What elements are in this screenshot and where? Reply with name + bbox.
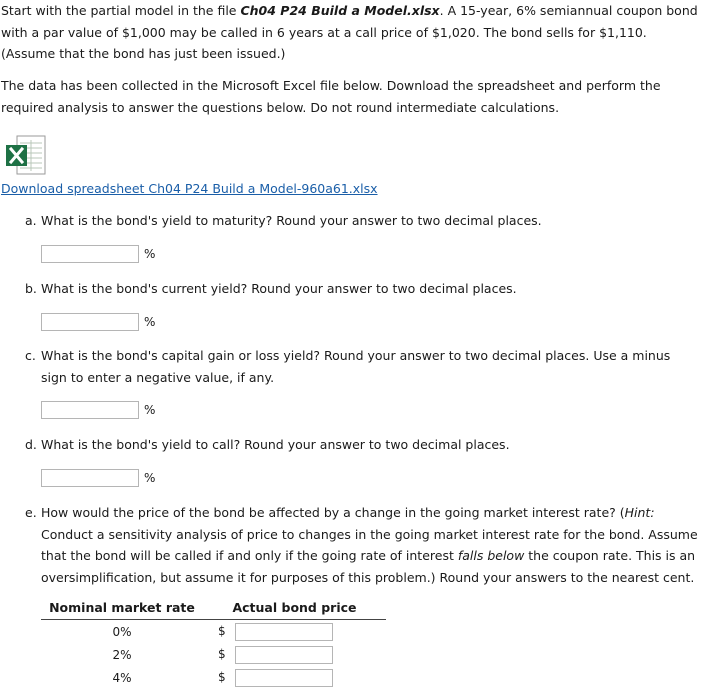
question-letter: a. [25,213,37,228]
rate-cell: 2% [112,647,132,662]
table-row [41,620,386,644]
yield-to-call-input[interactable] [41,469,139,487]
problem-intro [1,0,701,65]
question-text: What is the bond's current yield? Round your answer to two decimal places. [41,281,517,296]
bond-price-input[interactable] [235,646,333,664]
question-a [25,210,705,232]
percent-unit: % [144,403,156,417]
bond-price-input[interactable] [235,669,333,687]
percent-unit: % [144,315,156,329]
download-spreadsheet-link[interactable]: Download spreadsheet Ch04 P24 Build a Model-960a61.xlsx [1,181,378,196]
question-letter: b. [25,281,37,296]
question-text-line1: What is the bond's capital gain or loss yield? Round your answer to two decimal places. Use a minus [41,348,671,363]
question-e [25,502,705,588]
table-row [41,643,386,666]
question-text: What is the bond's yield to call? Round your answer to two decimal places. [41,437,510,452]
question-letter: e. [25,505,37,520]
percent-unit: % [144,247,156,261]
question-e-part2: Conduct a sensitivity analysis of price to changes in the going market interest rate for the bond. Assume that the bond will be called if and only if the going rate of interest [41,526,698,563]
intro-rest: . A 15-year, 6% semiannual coupon bond with a par value of $1,000 may be called in 6 years at a call price of $1,020. The bond sells for $1,110. (Assume that the bond has just been issued.) [1,3,698,61]
capital-gain-yield-input[interactable] [41,401,139,419]
price-cell [203,620,386,644]
answer-a [41,244,155,264]
question-text: What is the bond's yield to maturity? Round your answer to two decimal places. [41,213,542,228]
sensitivity-table [41,598,386,689]
price-cell [203,643,386,666]
question-letter: c. [25,348,36,363]
dollar-sign: $ [218,670,226,684]
column-header-price: Actual bond price [203,598,386,620]
question-c [25,345,705,388]
question-letter: d. [25,437,37,452]
excel-file-icon[interactable] [3,133,47,177]
question-text [41,502,705,588]
question-b [25,278,705,300]
question-e-part3: the coupon rate. This is an oversimplification, but assume it for purposes of this problem.) Round your answers to the nearest cent. [41,548,696,585]
hint-label: Hint: [624,505,655,520]
file-name: Ch04 P24 Build a Model.xlsx [240,3,440,18]
table-row [41,666,386,689]
dollar-sign: $ [218,647,226,661]
current-yield-input[interactable] [41,313,139,331]
rate-cell: 0% [112,624,132,639]
question-e-part1: How would the price of the bond be affected by a change in the going market interest rate? ( [41,505,625,520]
dollar-sign: $ [218,624,226,638]
bond-price-input[interactable] [235,623,333,641]
rate-cell: 4% [112,670,132,685]
data-note: The data has been collected in the Microsoft Excel file below. Download the spreadsheet and perform the required analysis to answer the questions below. Do not round intermediate calculations. [1,78,661,115]
intro-lead: Start with the partial model in the file [1,3,241,18]
percent-unit: % [144,471,156,485]
answer-b [41,312,155,332]
falls-below-emphasis: falls below [457,548,525,563]
answer-c [41,400,155,420]
question-d [25,434,705,456]
question-text-line2: sign to enter a negative value, if any. [41,369,275,385]
yield-to-maturity-input[interactable] [41,245,139,263]
column-header-rate: Nominal market rate [41,598,203,620]
price-cell [203,666,386,689]
answer-d [41,468,155,488]
